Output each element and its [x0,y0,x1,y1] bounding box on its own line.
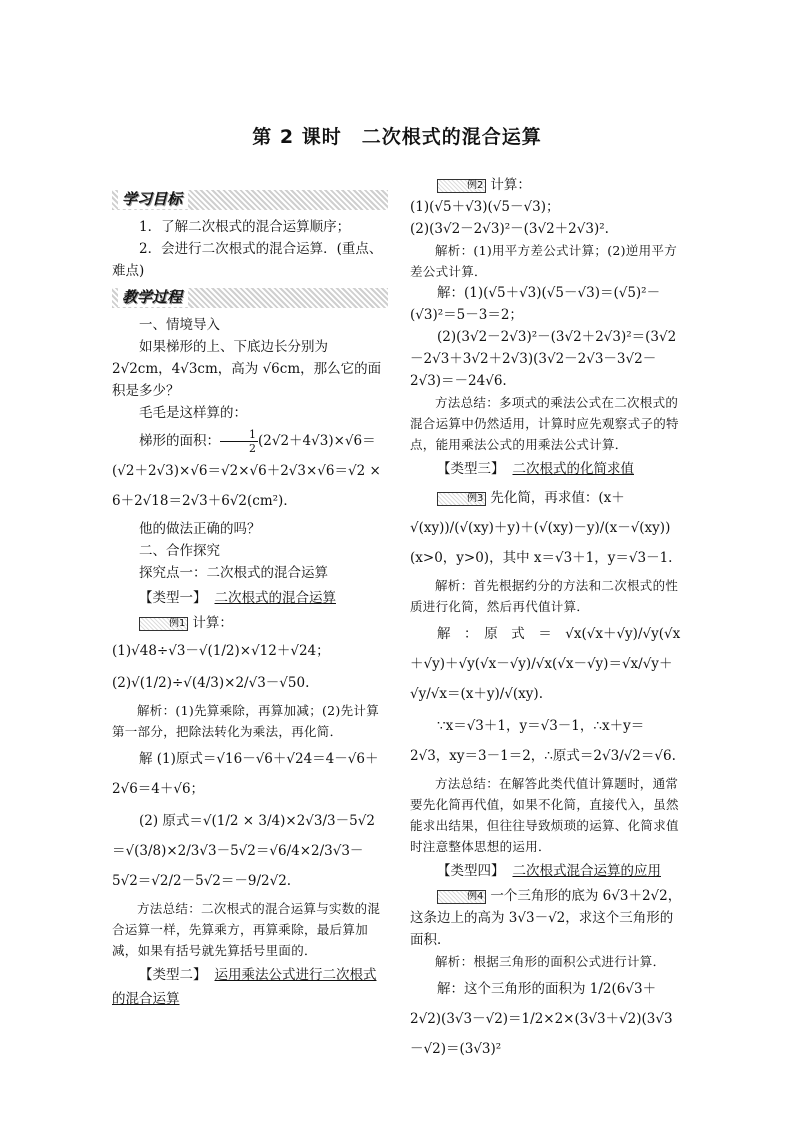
example-1-solution-2: (2) 原式＝√(1/2 × 3/4)×2√3/3－5√2＝√(3/8)×2/3√3－5√2＝√6/4×2/3√3－5√2＝√2/2－5√2＝－9/2√2. [112,813,375,889]
type2-heading: 【类型二】 运用乘法公式进行二次根式的混合运算 [112,967,377,1007]
example-badge: 例2 [437,179,486,193]
example-2-analysis: 解析：(1)用平方差公式计算；(2)逆用平方差公式计算． [410,243,678,279]
example-3-summary: 方法总结：在解答此类代值计算题时，通常要先化简再代值，如果不化简，直接代入，虽然能求出结果，但往往导致烦琐的运算、化简求值时注意整体思想的运用． [410,776,679,854]
example-2-solution-2: (2)(3√2－2√3)²－(3√2＋2√3)²＝(3√2－2√3＋3√2＋2√3)(3√2－2√3－3√2－2√3)＝－24√6. [410,329,677,389]
example-1-summary: 方法总结：二次根式的混合运算与实数的混合运算一样，先算乘方，再算乘除，最后算加减，如果有括号就先算括号里面的． [112,901,381,958]
example-1-prompt: 例1 计算： [112,612,388,634]
example-2-prompt: 例2 计算： [410,174,682,196]
example-badge: 例3 [437,492,486,506]
example-4-solution: 解：这个三角形的面积为 1/2(6√3＋2√2)(3√3－√2)＝1/2×2×(3√3＋√2)(3√3－√2)＝(3√3)² [410,981,673,1057]
type1-heading: 【类型一】 二次根式的混合运算 [139,590,336,606]
situation-question: 他的做法正确的吗？ [139,521,261,537]
type3-heading: 【类型三】 二次根式的化简求值 [437,461,634,477]
left-column [112,188,388,1013]
example-badge: 例1 [139,617,188,631]
situation-maomao: 毛毛是这样算的： [139,405,247,421]
example-2-q1: (1)(√5＋√3)(√5－√3)； [410,199,560,215]
cooperation-heading: 二、合作探究 [139,543,220,559]
example-1-q1: (1)√48÷√3－√(1/2)×√12＋√24； [112,643,330,659]
example-1-analysis: 解析：(1)先算乘除，再算加减；(2)先计算第一部分，把除法转化为乘法，再化简． [112,703,380,739]
fraction: $\frac{1}{2}$ [220,428,258,455]
right-column [410,174,682,1066]
example-1-q2: (2)√(1/2)÷√(4/3)×2/√3－√50. [112,675,310,691]
type4-heading: 【类型四】 二次根式混合运算的应用 [437,863,661,879]
example-3-solution-2: ∵x＝√3＋1，y＝√3－1，∴x＋y＝2√3，xy＝3－1＝2，∴原式＝2√3/√2＝√6. [410,718,676,764]
situation-text: 如果梯形的上、下底边长分别为 2√2cm，4√3cm，高为 √6cm，那么它的面积是多少？ [112,339,382,399]
example-3-solution-1: 解 ： 原 式 ＝ √x(√x＋√y)/√y(√x＋√y)＋√y(√x－√y)/√x(√x－√y)＝√x/√y＋√y/√x＝(x＋y)/√(xy). [410,626,681,702]
example-4-question: 例4 一个三角形的底为 6√3＋2√2，这条边上的高为 3√3－√2，求这个三角形的面积． [410,888,682,948]
objective-2: 2．会进行二次根式的混合运算．(重点、难点) [112,241,383,279]
example-3-analysis: 解析：首先根据约分的方法和二次根式的性质进行化简，然后再代值计算． [410,578,679,614]
objective-1: 1．了解二次根式的混合运算顺序； [139,219,351,235]
example-4-analysis: 解析：根据三角形的面积公式进行计算． [435,954,666,969]
explore-point-1: 探究点一：二次根式的混合运算 [139,565,328,581]
situation-calc: 梯形的面积： $\frac{1}{2}$ (2√2＋4√3)×√6＝(√2＋2√3)×√6＝√2×√6＋2√3×√6＝√2 × 6＋2√18＝2√3＋6√2(cm²)． [112,428,381,509]
example-2-summary: 方法总结：多项式的乘法公式在二次根式的混合运算中仍然适用，计算时应先观察式子的特点，能用乘法公式的用乘法公式计算． [410,395,679,452]
situation-heading: 一、情境导入 [139,317,220,333]
example-2-q2: (2)(3√2－2√3)²－(3√2＋2√3)². [410,221,609,237]
page-title: 第 2 课时 二次根式的混合运算 [252,126,542,148]
section-header-objectives: 学习目标 [112,190,388,210]
section-header-process: 教学过程 [112,288,388,308]
example-2-solution-1: 解：(1)(√5＋√3)(√5－√3)＝(√5)²－(√3)²＝5－3＝2； [410,285,661,323]
example-3-question: 例3 先化简，再求值：(x＋√(xy))/(√(xy)＋y)＋(√(xy)－y)/(x－√(xy)) (x>0，y>0)，其中 x＝√3＋1，y＝√3－1. [410,490,673,566]
example-badge: 例4 [437,890,486,904]
example-1-solution-1: 解 (1)原式＝√16－√6＋√24＝4－√6＋2√6＝4＋√6； [112,751,379,797]
